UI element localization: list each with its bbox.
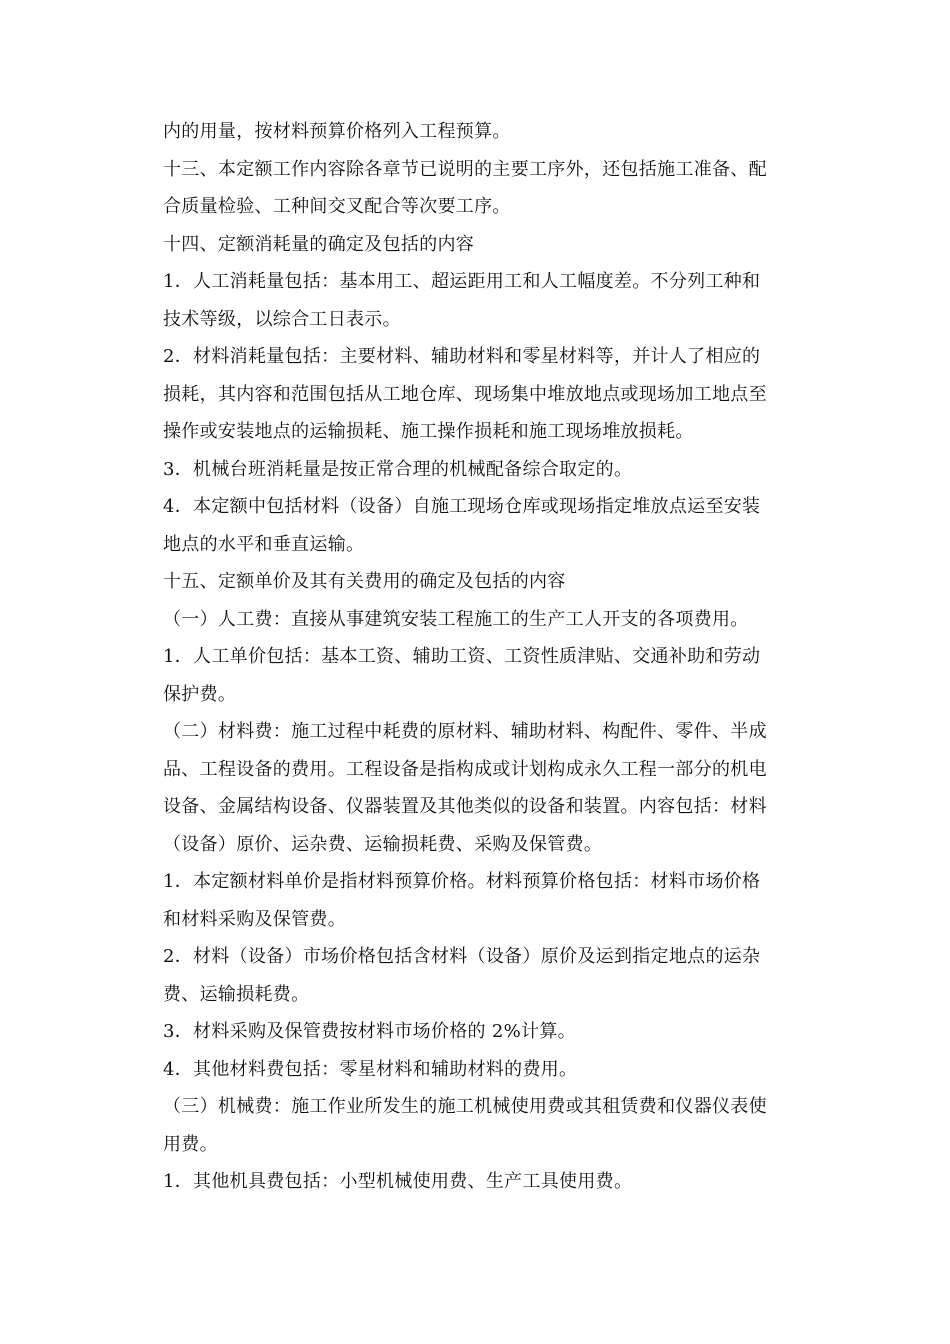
- text-line: 操作或安装地点的运输损耗、施工操作损耗和施工现场堆放损耗。: [163, 421, 694, 442]
- text-line: 4．其他材料费包括：零星材料和辅助材料的费用。: [163, 1058, 578, 1080]
- text-line: 用费。: [163, 1133, 218, 1155]
- text-line: 合质量检验、工种间交叉配合等次要工序。: [163, 196, 511, 217]
- section-heading: 十五、定额单价及其有关费用的确定及包括的内容: [163, 571, 566, 592]
- subsection-heading: （三）机械费：施工作业所发生的施工机械使用费或其租赁费和仪器仪表使: [163, 1096, 767, 1117]
- text-line: （设备）原价、运杂费、运输损耗费、采购及保管费。: [163, 833, 603, 855]
- text-line: 1．本定额材料单价是指材料预算价格。材料预算价格包括：材料市场价格: [163, 871, 761, 892]
- text-line: 2．材料（设备）市场价格包括含材料（设备）原价及运到指定地点的运杂: [163, 946, 761, 967]
- text-line: 十三、本定额工作内容除各章节已说明的主要工序外，还包括施工准备、配: [163, 158, 767, 180]
- text-line: 地点的水平和垂直运输。: [163, 533, 365, 555]
- text-line: 3．机械台班消耗量是按正常合理的机械配备综合取定的。: [163, 458, 633, 480]
- text-line: 品、工程设备的费用。工程设备是指构成或计划构成永久工程一部分的机电: [163, 758, 767, 780]
- section-heading: 十四、定额消耗量的确定及包括的内容: [163, 233, 475, 255]
- text-line: 1．人工消耗量包括：基本用工、超运距用工和人工幅度差。不分列工种和: [163, 271, 761, 292]
- document-body: [163, 113, 803, 1201]
- text-line: 1．其他机具费包括：小型机械使用费、生产工具使用费。: [163, 1171, 633, 1192]
- text-line: 损耗，其内容和范围包括从工地仓库、现场集中堆放地点或现场加工地点至: [163, 383, 767, 405]
- text-line: 保护费。: [163, 683, 237, 705]
- text-line: 1．人工单价包括：基本工资、辅助工资、工资性质津贴、交通补助和劳动: [163, 646, 761, 667]
- text-line: 费、运输损耗费。: [163, 983, 310, 1005]
- text-line: 4．本定额中包括材料（设备）自施工现场仓库或现场指定堆放点运至安装: [163, 496, 761, 517]
- text-line: 设备、金属结构设备、仪器装置及其他类似的设备和装置。内容包括：材料: [163, 796, 767, 817]
- text-line: 技术等级，以综合工日表示。: [163, 308, 401, 330]
- subsection-heading: （一）人工费：直接从事建筑安装工程施工的生产工人开支的各项费用。: [163, 608, 749, 630]
- text-line: 3．材料采购及保管费按材料市场价格的 2%计算。: [163, 1021, 576, 1042]
- text-line: 2．材料消耗量包括：主要材料、辅助材料和零星材料等，并计人了相应的: [163, 346, 761, 367]
- text-line: 和材料采购及保管费。: [163, 908, 346, 930]
- subsection-heading: （二）材料费：施工过程中耗费的原材料、辅助材料、构配件、零件、半成: [163, 721, 767, 742]
- text-line: 内的用量，按材料预算价格列入工程预算。: [163, 121, 511, 142]
